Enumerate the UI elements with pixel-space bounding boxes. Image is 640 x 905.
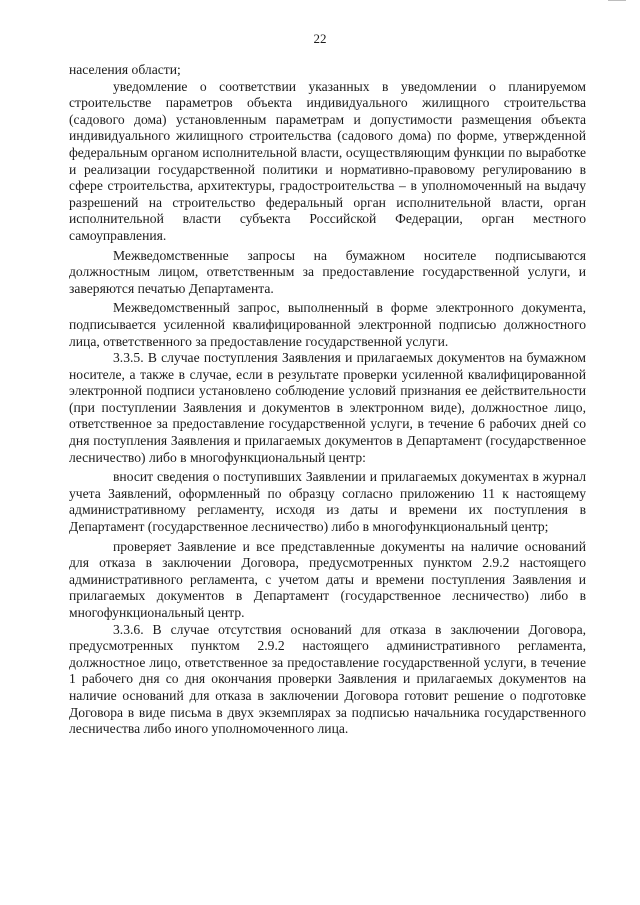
- paragraph-verification: проверяет Заявление и все представленные документы на наличие оснований для отказа в заключении Договора, предусмотренных пунктом 2.9.2 настоящего административного регламента, с учетом даты и времени поступления Заявления и прилагаемых документов в Департамент (государственное лесничество) либо в многофункциональный центр.: [69, 538, 586, 620]
- paragraph-electronic-request: Межведомственный запрос, выполненный в форме электронного документа, подписывается усиленной квалифицированной электронной подписью должностного лица, ответственного за предоставление государственной услуги.: [69, 300, 586, 349]
- scan-edge-mark: [608, 0, 626, 5]
- paragraph-paper-requests: Межведомственные запросы на бумажном носителе подписываются должностным лицом, ответственным за предоставление государственной услуги, и заверяются печатью Департамента.: [69, 247, 586, 296]
- paragraph-continuation: населения области;: [69, 62, 181, 77]
- page-number: 22: [313, 31, 327, 46]
- paragraph-notification: уведомление о соответствии указанных в уведомлении о планируемом строительстве параметров объекта индивидуального жилищного строительства (садового дома) установленным параметрам и допустимости размещения объекта индивидуального жилищного строительства (садового дома) по форме, утвержденной федеральным органом исполнительной власти, осуществляющим функции по выработке и реализации государственной политики и нормативно-правовому регулированию в сфере строительства, архитектуры, градостроительства – в уполномоченный на выдачу разрешений на строительство федеральный орган исполнительной власти, орган исполнительной власти субъекта Российской Федерации, орган местного самоуправления.: [69, 78, 586, 243]
- paragraph-3-3-5: 3.3.5. В случае поступления Заявления и прилагаемых документов на бумажном носителе, а также в случае, если в результате проверки усиленной квалифицированной электронной подписи установлено соблюдение условий признания ее действительности (при поступлении Заявления и документов в электронном виде), должностное лицо, ответственное за предоставление государственной услуги, в течение 6 рабочих дней со дня поступления Заявления и прилагаемых документов в Департамент (государственное лесничество) либо в многофункциональный центр:: [69, 350, 586, 465]
- document-body: [69, 62, 586, 738]
- paragraph-register-entry: вносит сведения о поступивших Заявлении и прилагаемых документах в журнал учета Заявлений, оформленный по образцу согласно приложению 11 к настоящему административному регламенту, исходя из даты и времени их поступления в Департамент (государственное лесничество) либо в многофункциональный центр;: [69, 469, 586, 535]
- paragraph-3-3-6: 3.3.6. В случае отсутствия оснований для отказа в заключении Договора, предусмотренных пунктом 2.9.2 настоящего административного регламента, должностное лицо, ответственное за предоставление государственной услуги, в течение 1 рабочего дня со дня окончания проверки Заявления и прилагаемых документов на наличие оснований для отказа в заключении Договора готовит решение о подготовке Договора в виде письма в двух экземплярах за подписью начальника государственного лесничества либо иного уполномоченного лица.: [69, 621, 586, 737]
